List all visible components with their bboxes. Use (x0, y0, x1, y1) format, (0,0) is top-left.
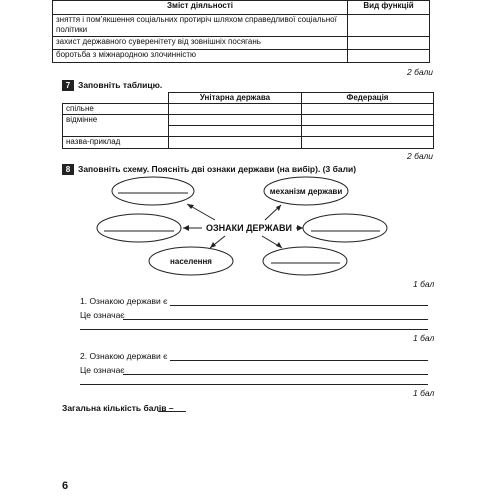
header-function-type: Вид функцій (348, 1, 430, 15)
table-row-text: зняття і пом’якшення соціальних протиріч шляхом справедливої соціальної політики (53, 15, 348, 37)
score-task7: 2 бали (407, 151, 434, 161)
feature2-means-line[interactable] (123, 374, 428, 375)
feature1-answer-line[interactable] (170, 305, 428, 306)
page-number: 6 (62, 480, 69, 492)
score-explain2: 1 бал (413, 388, 435, 398)
oval-top-left[interactable] (112, 177, 194, 205)
row-label-example: назва-приклад (63, 136, 169, 148)
score-task8: 1 бал (413, 279, 435, 289)
total-score-label: Загальна кількість балів – (62, 403, 174, 413)
center-label: ОЗНАКИ ДЕРЖАВИ (205, 223, 293, 233)
task-number-7: 7 (62, 80, 74, 91)
mechanism-label: механізм держави (269, 187, 343, 196)
oval-right[interactable] (303, 214, 387, 242)
oval-left[interactable] (97, 214, 181, 242)
score-explain1: 1 бал (413, 333, 435, 343)
score-table1: 2 бали (407, 67, 434, 77)
row-label-different: відмінне (63, 114, 169, 125)
oval-bottom-right[interactable] (263, 247, 347, 275)
task-number-8: 8 (62, 164, 74, 175)
feature1-label: 1. Ознакою держави є (80, 296, 168, 306)
header-unitary: Унітарна держава (169, 93, 302, 104)
feature1-extra-line[interactable] (80, 329, 428, 330)
table-row-text: боротьба з міжнародною злочинністю (53, 50, 348, 63)
row-label-common: спільне (63, 103, 169, 114)
feature2-label: 2. Ознакою держави є (80, 351, 168, 361)
feature2-answer-line[interactable] (170, 360, 428, 361)
feature2-extra-line[interactable] (80, 384, 428, 385)
table-row-text: захист державного суверенітету від зовнішніх посягань (53, 37, 348, 50)
header-federation: Федерація (302, 93, 434, 104)
feature1-means-label: Це означає (80, 310, 125, 320)
population-label: населення (170, 257, 212, 266)
feature1-means-line[interactable] (123, 319, 428, 320)
task8-title: Заповніть схему. Поясніть дві ознаки держави (на вибір). (3 бали) (78, 164, 357, 174)
feature2-means-label: Це означає (80, 365, 125, 375)
header-content: Зміст діяльності (53, 1, 348, 15)
total-score-line[interactable] (158, 411, 186, 412)
task7-title: Заповніть таблицю. (78, 80, 163, 90)
